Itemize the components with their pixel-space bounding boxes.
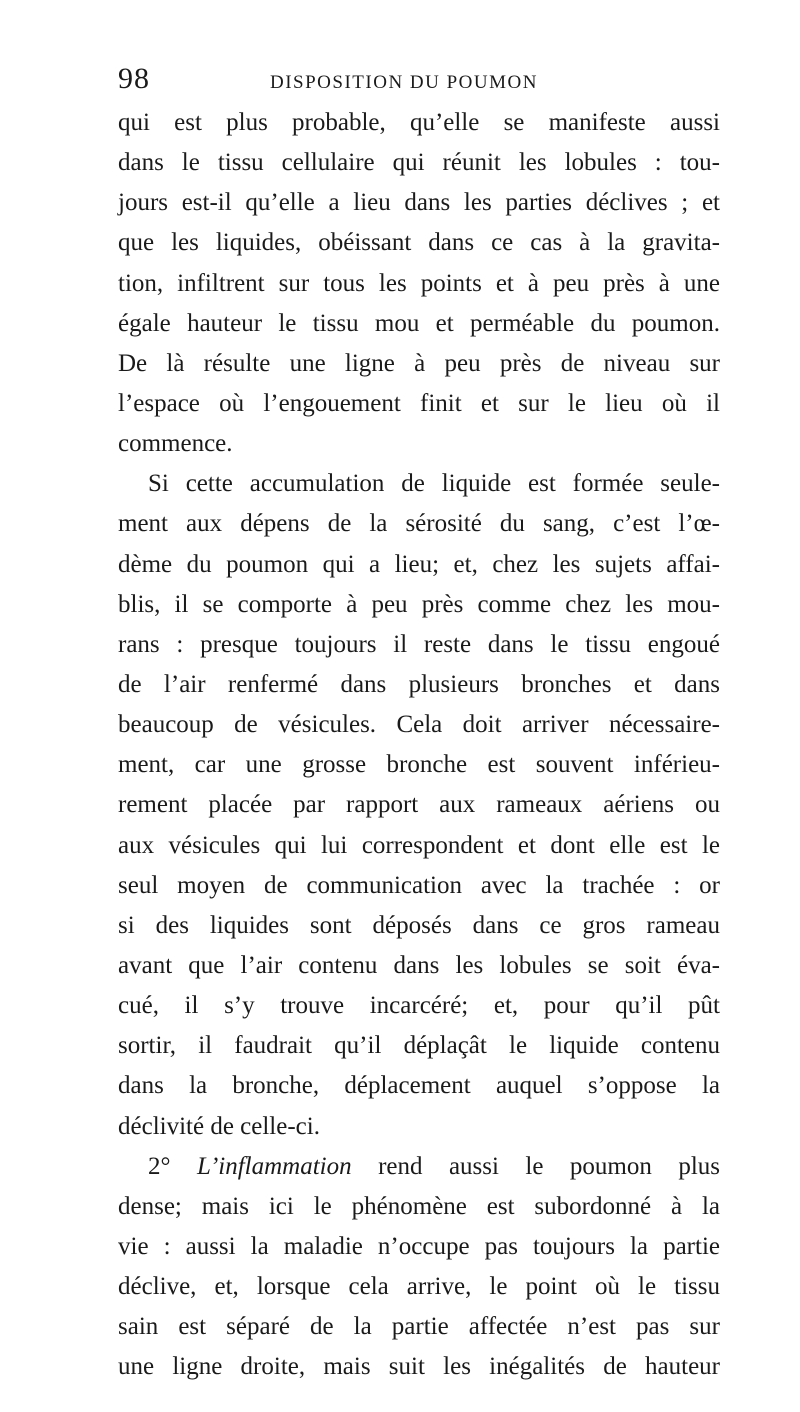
text-line: que les liquides, obéissant dans ce cas à la gravita- [118, 229, 720, 257]
text-line: l’espace où l’engouement finit et sur le lieu où il [118, 389, 720, 417]
text-line: De là résulte une ligne à peu près de niveau sur [118, 349, 720, 377]
text-line: dème du poumon qui a lieu; et, chez les sujets affai- [118, 550, 720, 578]
text-line: déclivité de celle-ci. [118, 1112, 320, 1140]
text-line: commence. [118, 430, 233, 458]
text-line: rans : presque toujours il reste dans le tissu engoué [118, 630, 720, 658]
text-line: dans la bronche, déplacement auquel s’oppose la [118, 1072, 720, 1100]
text-line: de l’air renfermé dans plusieurs bronches et dans [118, 670, 720, 698]
body-text [118, 103, 720, 1388]
text-line: sortir, il faudrait qu’il déplaçât le liquide contenu [118, 1032, 720, 1060]
text-line: blis, il se comporte à peu près comme chez les mou- [118, 590, 720, 618]
text-line: ment aux dépens de la sérosité du sang, c’est l’œ- [118, 510, 720, 538]
text-line: Si cette accumulation de liquide est formée seule- [148, 470, 720, 498]
text-line: vie : aussi la maladie n’occupe pas toujours la partie [118, 1232, 720, 1260]
text-line: qui est plus probable, qu’elle se manifeste aussi [118, 109, 720, 136]
text-line: aux vésicules qui lui correspondent et dont elle est le [118, 831, 720, 859]
italic-term: L’inflammation [196, 1152, 352, 1180]
page-header [118, 62, 718, 102]
running-head: DISPOSITION DU POUMON [270, 72, 538, 93]
text-line: beaucoup de vésicules. Cela doit arriver nécessaire- [118, 711, 720, 739]
text-line: avant que l’air contenu dans les lobules se soit éva- [118, 951, 720, 979]
text-line: tion, infiltrent sur tous les points et à peu près à une [118, 269, 720, 297]
text-line: une ligne droite, mais suit les inégalités de hauteur [118, 1353, 720, 1381]
text-line: cué, il s’y trouve incarcéré; et, pour qu’il pût [118, 992, 720, 1020]
text-line: seul moyen de communication avec la trachée : or [118, 871, 720, 899]
text-line: déclive, et, lorsque cela arrive, le point où le tissu [118, 1273, 720, 1301]
text-line: si des liquides sont déposés dans ce gros rameau [118, 911, 720, 939]
page-number: 98 [118, 62, 150, 95]
text-line: égale hauteur le tissu mou et perméable du poumon. [118, 309, 720, 337]
text-fragment: rend aussi le poumon plus [378, 1152, 721, 1180]
text-line: dans le tissu cellulaire qui réunit les lobules : tou- [118, 149, 720, 177]
text-line: dense; mais ici le phénomène est subordonné à la [118, 1192, 720, 1220]
text-line: jours est-il qu’elle a lieu dans les parties déclives ; et [118, 189, 720, 217]
paragraph-number: 2° [148, 1152, 171, 1180]
text-line: sain est séparé de la partie affectée n’est pas sur [118, 1313, 720, 1341]
text-line: ment, car une grosse bronche est souvent inférieu- [118, 751, 720, 779]
paragraph-2-first-line [118, 1147, 720, 1187]
text-line: rement placée par rapport aux rameaux aériens ou [118, 791, 720, 819]
